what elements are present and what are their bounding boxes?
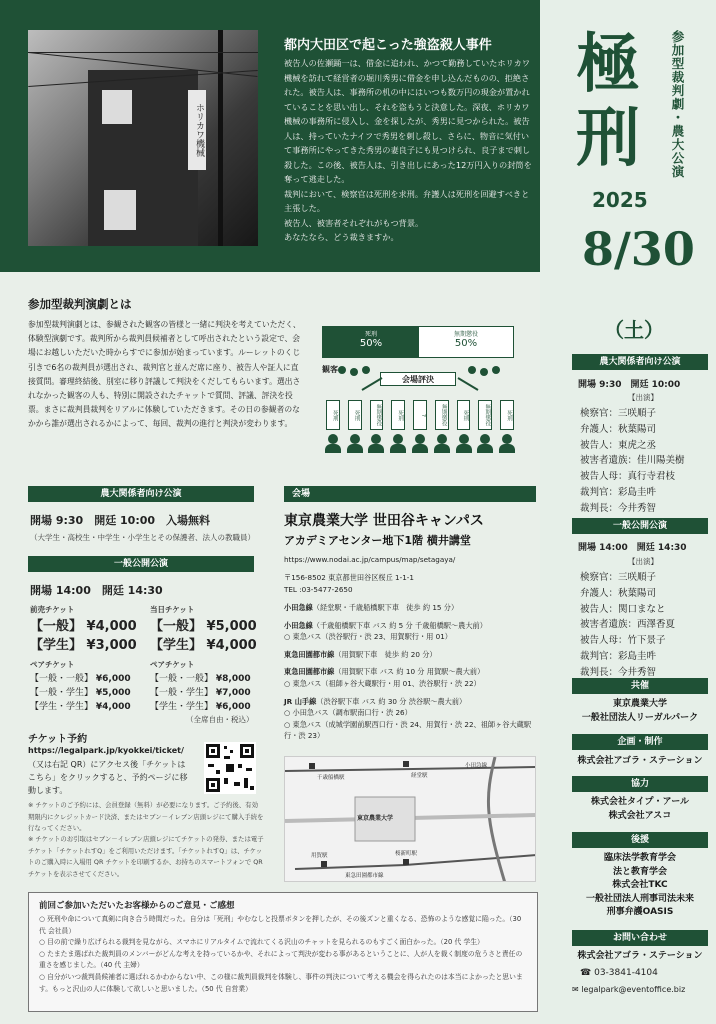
case-paragraph: 被告人の佐瀬踊一は、借金に追われ、かつて勤務していたホリカワ機械を訪れて経営者の堀川秀男に借金を申し込んだものの、拒絶された。被告人は、事務所の机の中にはいつも数万円の現金が置かれていることを思い出し、それを盗もうと決意した。深夜、ホリカワ機械の事務所に侵入し、金を探したが、秀男に見つかられた。被告人は、持っていたナイフで秀男を刺し殺し、さらに、物音に気付いて事務所にやってきた秀男の妻良子にも見つけられ、良子まで刺し殺した。この後、被告人は、引き出しにあった12万円入りの封筒を奪って逃走した。 — [284, 58, 532, 184]
building-photo — [28, 30, 258, 246]
cast-list-staff — [580, 406, 704, 517]
ticket-price: ¥6,000 — [95, 674, 131, 684]
cast-row: 裁判官：彩島圭吽 — [580, 650, 657, 662]
feedback-item: ○ 目の前で繰り広げられる裁判を見ながら、スマホにリアルタイムで流れてくる沢山のチャットを見られるのもすごく面白かった。（20 代 学生） — [39, 938, 484, 947]
main-title: 極刑 — [576, 27, 640, 176]
ticket-price: ¥3,000 — [86, 638, 137, 653]
general-time: 開場 14:00 開廷 14:30 — [578, 543, 687, 553]
juror-body — [456, 444, 472, 453]
vote-life — [419, 327, 513, 357]
host-list — [572, 698, 708, 725]
host-org: 東京農業大学 — [612, 699, 667, 709]
planning-org: 株式会社アゴラ・ステーション — [577, 756, 703, 766]
juror-figure — [415, 434, 425, 444]
ticket-note-1: ※ チケットのご予約には、会員登録（無料）が必要になります。ご予約後、有効期限内にクレジットカード決済、またはセブン－イレブン店頭レジにて購入手続を行なってください。 — [28, 801, 264, 832]
photo-window — [104, 190, 136, 230]
pair-door — [150, 658, 270, 714]
ticket-body: （又は右記 QR）にアクセス後「チケットはこちら」をクリックすると、予約ページに移動します。 — [28, 760, 188, 795]
ticket-price: ¥4,000 — [86, 619, 137, 634]
ticket-url[interactable]: https://legalpark.jp/kyokkei/ticket/ — [28, 746, 184, 755]
juror-card: 死刑 — [348, 400, 362, 430]
cast-row: 被告人母：真行寺君枝 — [580, 471, 676, 483]
photo-sign: ホリカワ機械 — [188, 90, 206, 170]
coop-org: 株式会社タイプ・アール — [590, 797, 690, 807]
access-item — [284, 719, 536, 742]
staff-time-left: 開場 9:30 開廷 10:00 入場無料 — [30, 514, 211, 527]
host-org: 一般社団法人リーガルパーク — [581, 712, 699, 723]
juror-body — [368, 444, 384, 453]
cooperation-bar: 協力 — [572, 776, 708, 792]
contact-tel-row — [580, 968, 710, 978]
juror-figure — [459, 434, 469, 444]
venue-bar: 会場 — [284, 486, 536, 502]
vote-life-pct: 50% — [454, 338, 478, 349]
support-org: 法と教育学会 — [612, 866, 667, 877]
event-date: 8/30 — [582, 222, 695, 276]
advance-label: 前売チケット — [30, 605, 75, 614]
case-title: 都内大田区で起こった強盗殺人事件 — [284, 38, 492, 53]
venue-name: 東京農業大学 世田谷キャンパス — [284, 513, 484, 529]
juror-cards — [322, 398, 518, 454]
cast-list-general — [580, 570, 704, 681]
pair-label: ペアチケット — [30, 660, 75, 669]
cast-row: 被告人母：竹下景子 — [580, 635, 666, 647]
support-bar: 後援 — [572, 832, 708, 848]
support-org: 株式会社TKC — [612, 880, 668, 890]
access-item — [284, 602, 536, 614]
contact-bar: お問い合わせ — [572, 930, 708, 946]
contact-mail[interactable]: legalpark@eventoffice.biz — [581, 985, 686, 994]
support-org: 刑事弁護OASIS — [606, 907, 674, 917]
staff-note: （大学生・高校生・中学生・小学生とその保護者、法人の教職員） — [30, 533, 255, 542]
access-text: （経堂駅・千歳船橋駅下車 徒歩 約 15 分） — [312, 603, 459, 612]
access-item — [284, 620, 536, 632]
planning-bar: 企画・制作 — [572, 734, 708, 750]
access-text: （用賀駅下車 バス 約 10 分 用賀駅～農大前） — [334, 667, 485, 677]
feedback-heading: 前回ご参加いただいたお客様からのご意見・ご感想 — [39, 901, 235, 911]
advance-tickets — [30, 604, 140, 653]
phone-icon: ☎ — [580, 968, 592, 978]
host-bar: 共催 — [572, 678, 708, 694]
vote-death-pct: 50% — [359, 338, 383, 349]
feedback-item: ○ 自分がいつ裁判員候補者に選ばれるかわからない中、この様に裁判員裁判を体験し、事件の判決について考える機会を得られたのは本当によかったと思います。もっと沢山の人に体験して欲しいと思いました。（50 代 自営業） — [39, 972, 523, 993]
map-label: 経堂駅 — [411, 773, 428, 779]
cast-row: 弁護人：秋葉陽司 — [580, 423, 657, 435]
juror-figure — [393, 434, 403, 444]
access-list — [284, 602, 536, 742]
map-label: 東急田園都市線 — [345, 873, 384, 879]
venue-tel: TEL :03-5477-2650 — [284, 585, 353, 594]
access-line: 東急田園都市線 — [284, 649, 335, 659]
juror-card: 死刑 — [457, 400, 471, 430]
pair-door-label: ペアチケット — [150, 660, 195, 669]
access-line: JR 山手線 — [284, 696, 317, 706]
general-bar-left: 一般公開公演 — [28, 556, 254, 572]
case-paragraph: あなたなら、どう裁きますか。 — [284, 232, 399, 242]
feedback-item: ○ たまたま選ばれた裁判員のメンバーがどんな考えを持っているかや、それによって判決が変わる事があるということに、人が人を裁く制度の危うさと責任の重さを感じました。（40 代 主婦） — [39, 949, 523, 970]
venue-subname: アカデミアセンター地下1階 横井講堂 — [284, 534, 471, 547]
juror-body — [412, 444, 428, 453]
photo-utility-pole — [218, 30, 223, 246]
access-text: ○ 小田急バス（調布駅南口行・渋 26） — [284, 708, 412, 718]
map-label: 用賀駅 — [311, 853, 328, 859]
access-item — [284, 631, 536, 643]
access-text: ○ 東急バス（渋谷駅行・渋 23、用賀駅行・用 01） — [284, 632, 452, 642]
staff-time: 開場 9:30 開廷 10:00 — [578, 380, 681, 390]
ticket-kind: 【学生・学生】 — [150, 702, 214, 712]
ticket-heading: チケット予約 — [28, 734, 88, 745]
cast-row: 裁判長：今井秀智 — [580, 502, 657, 514]
ticket-price: ¥4,000 — [95, 702, 131, 712]
support-org: 臨床法学教育学会 — [603, 853, 676, 863]
juror-body — [325, 444, 341, 453]
access-line: 小田急線 — [284, 603, 313, 612]
general-performance-bar: 一般公開公演 — [572, 518, 708, 534]
cast-row: 裁判長：今井秀智 — [580, 666, 657, 678]
contact-tel[interactable]: 03-3841-4104 — [594, 968, 658, 978]
cast-label: 【出演】 — [628, 557, 658, 566]
ticket-kind: 【学生】 — [30, 638, 83, 653]
ticket-price: ¥5,000 — [206, 619, 257, 634]
cast-row: 被害者遺族：佳川陽美樹 — [580, 455, 685, 467]
juror-body — [434, 444, 450, 453]
vote-result-box — [322, 326, 514, 358]
map-label: 東京農業大学 — [357, 815, 394, 822]
event-year: 2025 — [592, 188, 648, 212]
access-map[interactable] — [284, 756, 536, 882]
audience-heads — [338, 366, 500, 376]
cast-row: 裁判官：彩島圭吽 — [580, 486, 657, 498]
ticket-note-2: ※ チケットのお引取はセブン－イレブン店頭レジにてチケットの発券、または電子チケット「チケットれすQ」をご利用いただけます。「チケットれすQ」は、チケットのご購入時に入場用 QR チケットを印刷するか、お持ちのスマートフォンで QR チケットを表示させてください。 — [28, 835, 264, 878]
ticket-kind: 【一般】 — [150, 619, 203, 634]
access-text: ○ 東急バス（祖師ヶ谷大蔵駅行・用 01、渋谷駅行・渋 22） — [284, 678, 481, 688]
cast-row: 弁護人：秋葉陽司 — [580, 587, 657, 599]
door-tickets — [150, 604, 260, 653]
cast-row: 被告人：関口まなと — [580, 603, 666, 615]
juror-card: ? — [413, 400, 427, 430]
support-org: 一般社団法人刑事司法未来 — [585, 893, 694, 904]
ticket-kind: 【一般・学生】 — [30, 688, 94, 698]
venue-postal: 〒156-8502 東京都世田谷区桜丘 1-1-1 — [284, 573, 414, 582]
access-item — [284, 649, 536, 661]
juror-body — [499, 444, 515, 453]
ticket-kind: 【一般】 — [30, 619, 83, 634]
cast-row: 被害者遺族：西澤香夏 — [580, 619, 676, 631]
vote-death — [323, 327, 419, 357]
juror-figure — [350, 434, 360, 444]
juror-figure — [480, 434, 490, 444]
staff-performance-bar: 農大関係者向け公演 — [572, 354, 708, 370]
ticket-kind: 【一般・一般】 — [150, 674, 214, 684]
juror-body — [477, 444, 493, 453]
mail-icon: ✉ — [572, 985, 579, 994]
contact-company: 株式会社アゴラ・ステーション — [577, 951, 703, 961]
access-item — [284, 678, 536, 690]
qr-code-graphic — [204, 742, 256, 794]
ticket-kind: 【学生・学生】 — [30, 702, 94, 712]
access-text: （用賀駅下車 徒歩 約 20 分） — [334, 649, 437, 659]
ticket-price: ¥8,000 — [215, 674, 251, 684]
tax-note: （全席自由・税込） — [186, 715, 254, 724]
cast-row: 検察官：三咲順子 — [580, 572, 657, 583]
photo-window — [102, 90, 132, 124]
vote-death-label: 死刑 — [364, 331, 377, 338]
venue-verdict-label: 会場評決 — [380, 372, 456, 386]
juror-figure — [371, 434, 381, 444]
feedback-item: ○ 死刑や命について真剣に向き合う時間だった。自分は「死刑」やむなしと投票ボタンを押したが、その後ズンと重くなる、恐怖のような感覚に陥った。（30 代 会社員） — [39, 915, 522, 935]
access-text: ○ 東急バス（成城学園前駅西口行・渋 24、用賀行・渋 22、祖師ヶ谷大蔵駅行・渋 23） — [284, 719, 532, 741]
ticket-kind: 【一般・学生】 — [150, 688, 214, 698]
access-text: （千歳船橋駅下車 バス 約 5 分 千歳船橋駅～農大前） — [312, 620, 487, 630]
case-paragraph: 裁判において、検察官は死刑を求刑。弁護人は死刑を回避すべきと主張した。 — [284, 188, 530, 213]
juror-card: 無期懲役 — [370, 400, 384, 430]
juror-card: 死刑 — [391, 400, 405, 430]
ticket-price: ¥7,000 — [215, 688, 251, 698]
cast-label: 【出演】 — [628, 393, 658, 402]
ticket-price: ¥5,000 — [95, 688, 131, 698]
planning-list — [572, 755, 708, 769]
door-label: 当日チケット — [150, 605, 195, 614]
case-paragraph: 被告人、被害者それぞれがもつ背景。 — [284, 217, 424, 228]
event-weekday: （土） — [604, 318, 664, 342]
about-heading: 参加型裁判演劇とは — [28, 297, 132, 311]
juror-figure — [502, 434, 512, 444]
pair-advance — [30, 658, 150, 714]
juror-card: 無期懲役 — [435, 400, 449, 430]
photo-wire — [28, 52, 258, 53]
juror-card: 死刑 — [326, 400, 340, 430]
support-list — [572, 852, 708, 920]
juror-card: 死刑 — [500, 400, 514, 430]
audience-label: 観客 — [322, 365, 338, 374]
venue-url[interactable]: https://www.nodai.ac.jp/campus/map/setagaya/ — [284, 555, 456, 564]
map-label: 桜新町駅 — [395, 851, 418, 857]
ticket-price: ¥6,000 — [215, 702, 251, 712]
juror-card: 無期懲役 — [478, 400, 492, 430]
juror-figure — [328, 434, 338, 444]
map-label: 千歳船橋駅 — [317, 775, 345, 781]
coop-org: 株式会社アスコ — [608, 810, 672, 821]
ticket-price: ¥4,000 — [206, 638, 257, 653]
cast-row: 検察官：三咲順子 — [580, 408, 657, 419]
vote-life-label: 無期懲役 — [453, 331, 478, 338]
subtitle: 参加型裁判劇・農大公演 — [670, 30, 685, 179]
case-body — [284, 56, 534, 245]
access-item — [284, 707, 536, 719]
access-line: 東急田園都市線 — [284, 667, 335, 677]
access-item — [284, 666, 536, 678]
ticket-kind: 【一般・一般】 — [30, 674, 94, 684]
access-line: 小田急線 — [284, 620, 313, 630]
juror-body — [390, 444, 406, 453]
about-body: 参加型裁判演劇とは、参観された観客の皆様と一緒に判決を考えていただく、体験型演劇です。裁判所から裁判員候補者として呼出されたという設定で、会場にお越しいただいた時からすでに参加が始まっています。ルーレットのくじ引きで6名の裁判員が選出され、裁判官と並んだ席に座り、被告人や証人に直接質問。審理終結後、別室に移り評議して判決をくだしてもらいます。選出されなかった観客の人も、特別に開設されたチャットで質問、評議、評決を投票。まさに裁判員裁判をリアルに体験していただきます。その日の参観者のなかから誰が選出されるかによって、毎回、裁判の進行と判決が変わります。 — [28, 320, 301, 429]
ticket-kind: 【学生】 — [150, 638, 203, 653]
qr-code[interactable] — [204, 742, 256, 794]
map-label: 小田急線 — [465, 763, 488, 769]
feedback-box — [28, 892, 538, 1012]
contact-mail-row — [572, 985, 712, 994]
staff-bar-left: 農大関係者向け公演 — [28, 486, 254, 502]
access-item — [284, 696, 536, 708]
juror-figure — [437, 434, 447, 444]
juror-body — [347, 444, 363, 453]
cast-row: 被告人：東虎之丞 — [580, 439, 657, 451]
cooperation-list — [572, 796, 708, 823]
access-text: （渋谷駅下車 バス 約 30 分 渋谷駅～農大前） — [316, 696, 467, 706]
general-time-left: 開場 14:00 開廷 14:30 — [30, 584, 163, 597]
